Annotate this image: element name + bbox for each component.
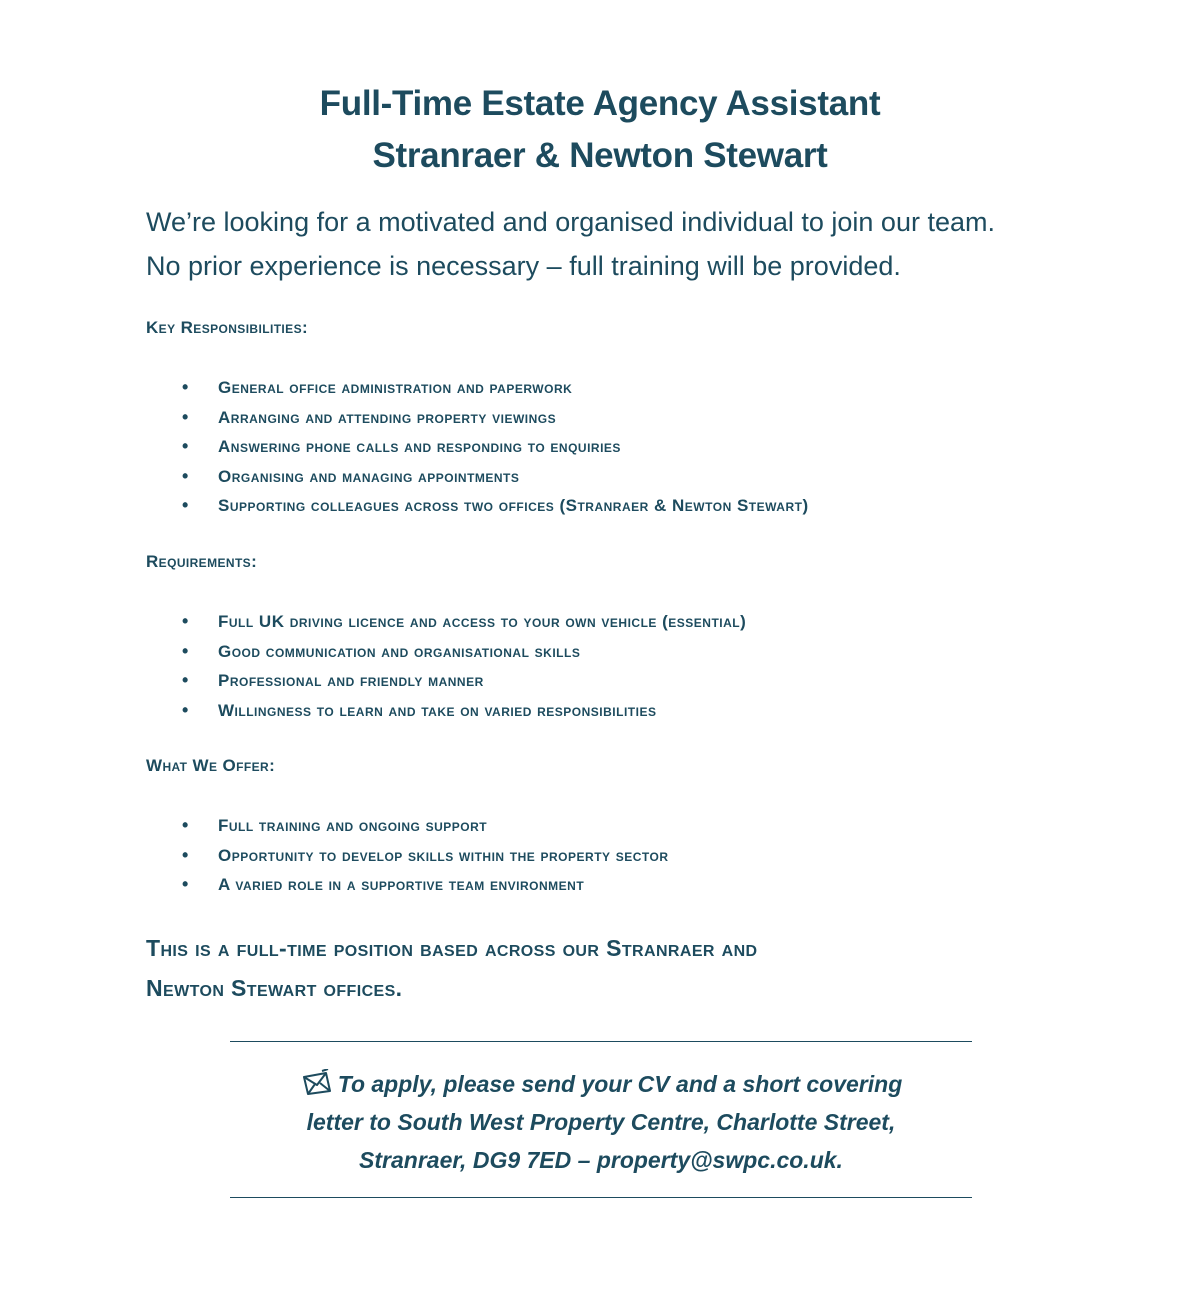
apply-instructions <box>230 1065 972 1179</box>
title-line-2: Stranraer & Newton Stewart <box>372 136 828 175</box>
responsibilities-heading: Key Responsibilities: <box>146 318 309 337</box>
divider-top <box>230 1041 972 1042</box>
bullet-icon: • <box>182 495 189 516</box>
list-item: • Organising and managing appointments <box>180 462 809 492</box>
offer-heading: What We Offer: <box>146 756 276 775</box>
intro-line-1: We’re looking for a motivated and organised individual to join our team. <box>146 207 995 237</box>
list-item: • Willingness to learn and take on varied responsibilities <box>180 696 746 726</box>
responsibilities-list <box>180 373 809 521</box>
bullet-icon: • <box>182 436 189 457</box>
intro-paragraph <box>146 200 1106 288</box>
intro-line-2: No prior experience is necessary – full training will be provided. <box>146 251 901 281</box>
bullet-icon: • <box>182 815 189 835</box>
bullet-icon: • <box>182 640 189 661</box>
apply-line-3[interactable]: Stranraer, DG9 7ED – property@swpc.co.uk. <box>359 1147 843 1173</box>
bullet-icon: • <box>182 699 189 720</box>
apply-line-1: To apply, please send your CV and a short covering <box>230 1065 972 1103</box>
position-statement <box>146 928 1046 1008</box>
statement-line-1: This is a full-time position based across our Stranraer and <box>146 935 758 961</box>
list-item: • Good communication and organisational skills <box>180 637 746 667</box>
list-item: • Arranging and attending property viewings <box>180 403 809 433</box>
page-title <box>0 78 1200 182</box>
bullet-icon: • <box>182 465 189 486</box>
bullet-icon: • <box>182 406 189 427</box>
bullet-icon: • <box>182 844 189 865</box>
list-item: • A varied role in a supportive team environment <box>180 870 669 900</box>
list-item: • Opportunity to develop skills within the property sector <box>180 841 669 871</box>
statement-line-2: Newton Stewart offices. <box>146 975 403 1001</box>
list-item: • Professional and friendly manner <box>180 666 746 696</box>
offer-list <box>180 811 669 900</box>
title-line-1: Full-Time Estate Agency Assistant <box>319 84 881 123</box>
bullet-icon: • <box>182 874 189 895</box>
requirements-heading: Requirements: <box>146 552 258 571</box>
bullet-icon: • <box>182 377 189 397</box>
list-item: • Supporting colleagues across two offices (Stranraer & Newton Stewart) <box>180 491 809 521</box>
list-item: • General office administration and paperwork <box>180 373 809 403</box>
bullet-icon: • <box>182 670 189 691</box>
list-item: • Full training and ongoing support <box>180 811 669 841</box>
apply-line-2: letter to South West Property Centre, Charlotte Street, <box>306 1109 896 1135</box>
bullet-icon: • <box>182 611 189 631</box>
requirements-list <box>180 607 746 725</box>
envelope-icon <box>300 1068 334 1094</box>
list-item: • Full UK driving licence and access to your own vehicle (essential) <box>180 607 746 637</box>
list-item: • Answering phone calls and responding to enquiries <box>180 432 809 462</box>
divider-bottom <box>230 1197 972 1198</box>
